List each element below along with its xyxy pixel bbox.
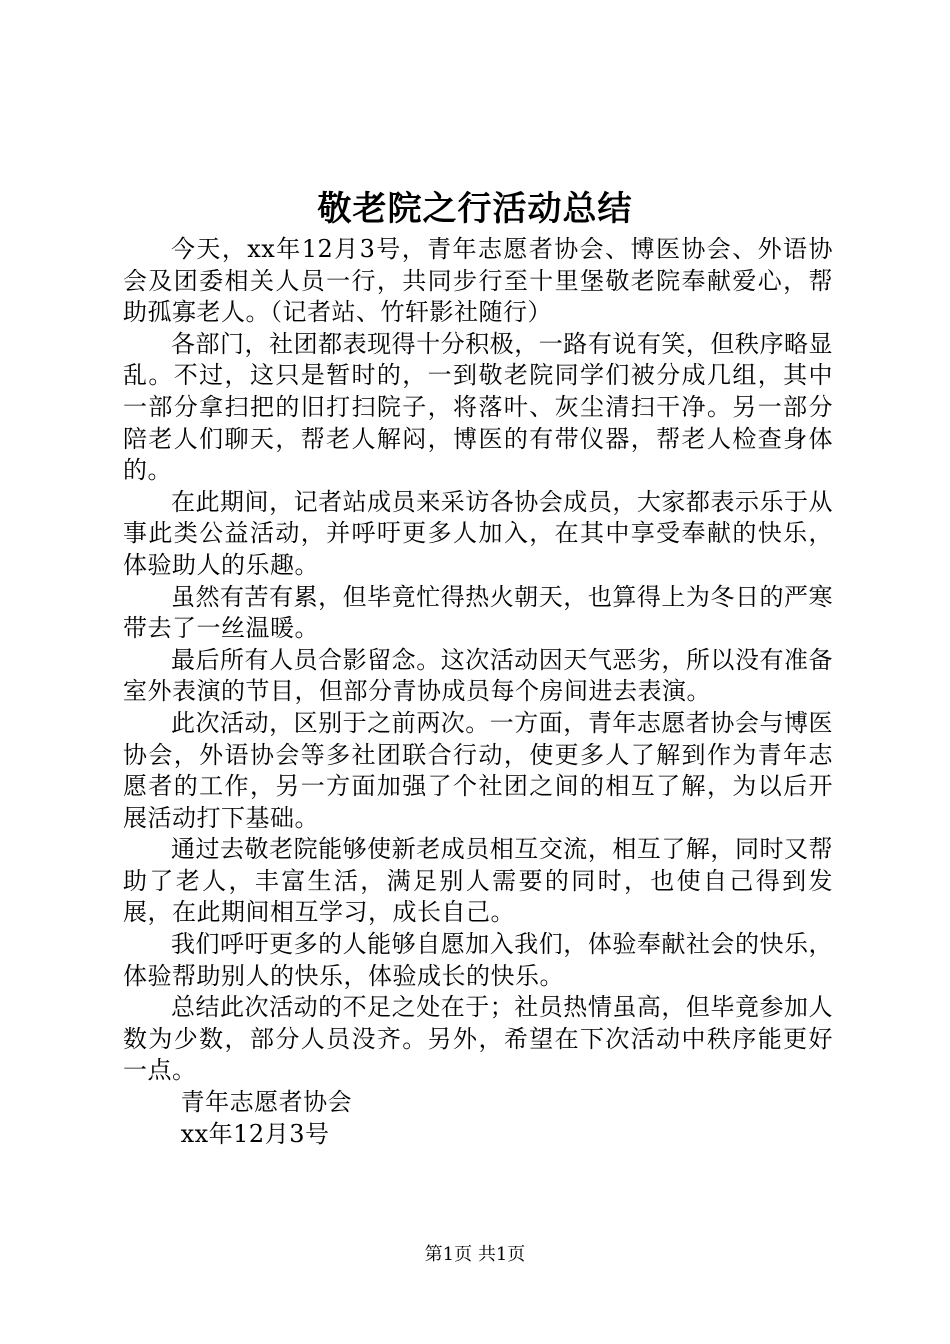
paragraph: 各部门，社团都表现得十分积极，一路有说有笑，但秩序略显乱。不过，这只是暂时的，一到敬老院同学们被分成几组，其中一部分拿扫把的旧打扫院子，将落叶、灰尘清扫干净。另一部分陪老人们聊天，帮老人解闷，博医的有带仪器，帮老人检查身体的。: [123, 329, 833, 485]
signature-organization: 青年志愿者协会: [180, 1088, 353, 1117]
paragraph: 此次活动，区别于之前两次。一方面，青年志愿者协会与博医协会，外语协会等多社团联合行动，使更多人了解到作为青年志愿者的工作，另一方面加强了个社团之间的相互了解，为以后开展活动打下基础。: [123, 708, 833, 832]
paragraph: 虽然有苦有累，但毕竟忙得热火朝天，也算得上为冬日的严寒带去了一丝温暖。: [123, 582, 833, 643]
paragraph: 通过去敬老院能够使新老成员相互交流，相互了解，同时又帮助了老人，丰富生活，满足别人需要的同时，也使自己得到发展，在此期间相互学习，成长自己。: [123, 835, 833, 927]
page-footer: 第1页 共1页: [424, 1244, 526, 1265]
signature-date: xx年12月3号: [180, 1119, 330, 1148]
paragraph: 在此期间，记者站成员来采访各协会成员，大家都表示乐于从事此类公益活动，并呼吁更多人加入，在其中享受奉献的快乐，体验助人的乐趣。: [123, 487, 833, 579]
document-title: 敬老院之行活动总结: [317, 189, 633, 229]
paragraph: 总结此次活动的不足之处在于；社员热情虽高，但毕竟参加人数为少数，部分人员没齐。另外，希望在下次活动中秩序能更好一点。: [123, 993, 833, 1085]
document-body: [123, 234, 833, 1150]
paragraph: 今天，xx年12月3号，青年志愿者协会、博医协会、外语协会及团委相关人员一行，共同步行至十里堡敬老院奉献爱心，帮助孤寡老人。（记者站、竹轩影社随行）: [123, 235, 833, 327]
paragraph: 我们呼吁更多的人能够自愿加入我们，体验奉献社会的快乐，体验帮助别人的快乐，体验成长的快乐。: [123, 930, 833, 990]
paragraph: 最后所有人员合影留念。这次活动因天气恶劣，所以没有准备室外表演的节目，但部分青协成员每个房间进去表演。: [123, 645, 833, 706]
